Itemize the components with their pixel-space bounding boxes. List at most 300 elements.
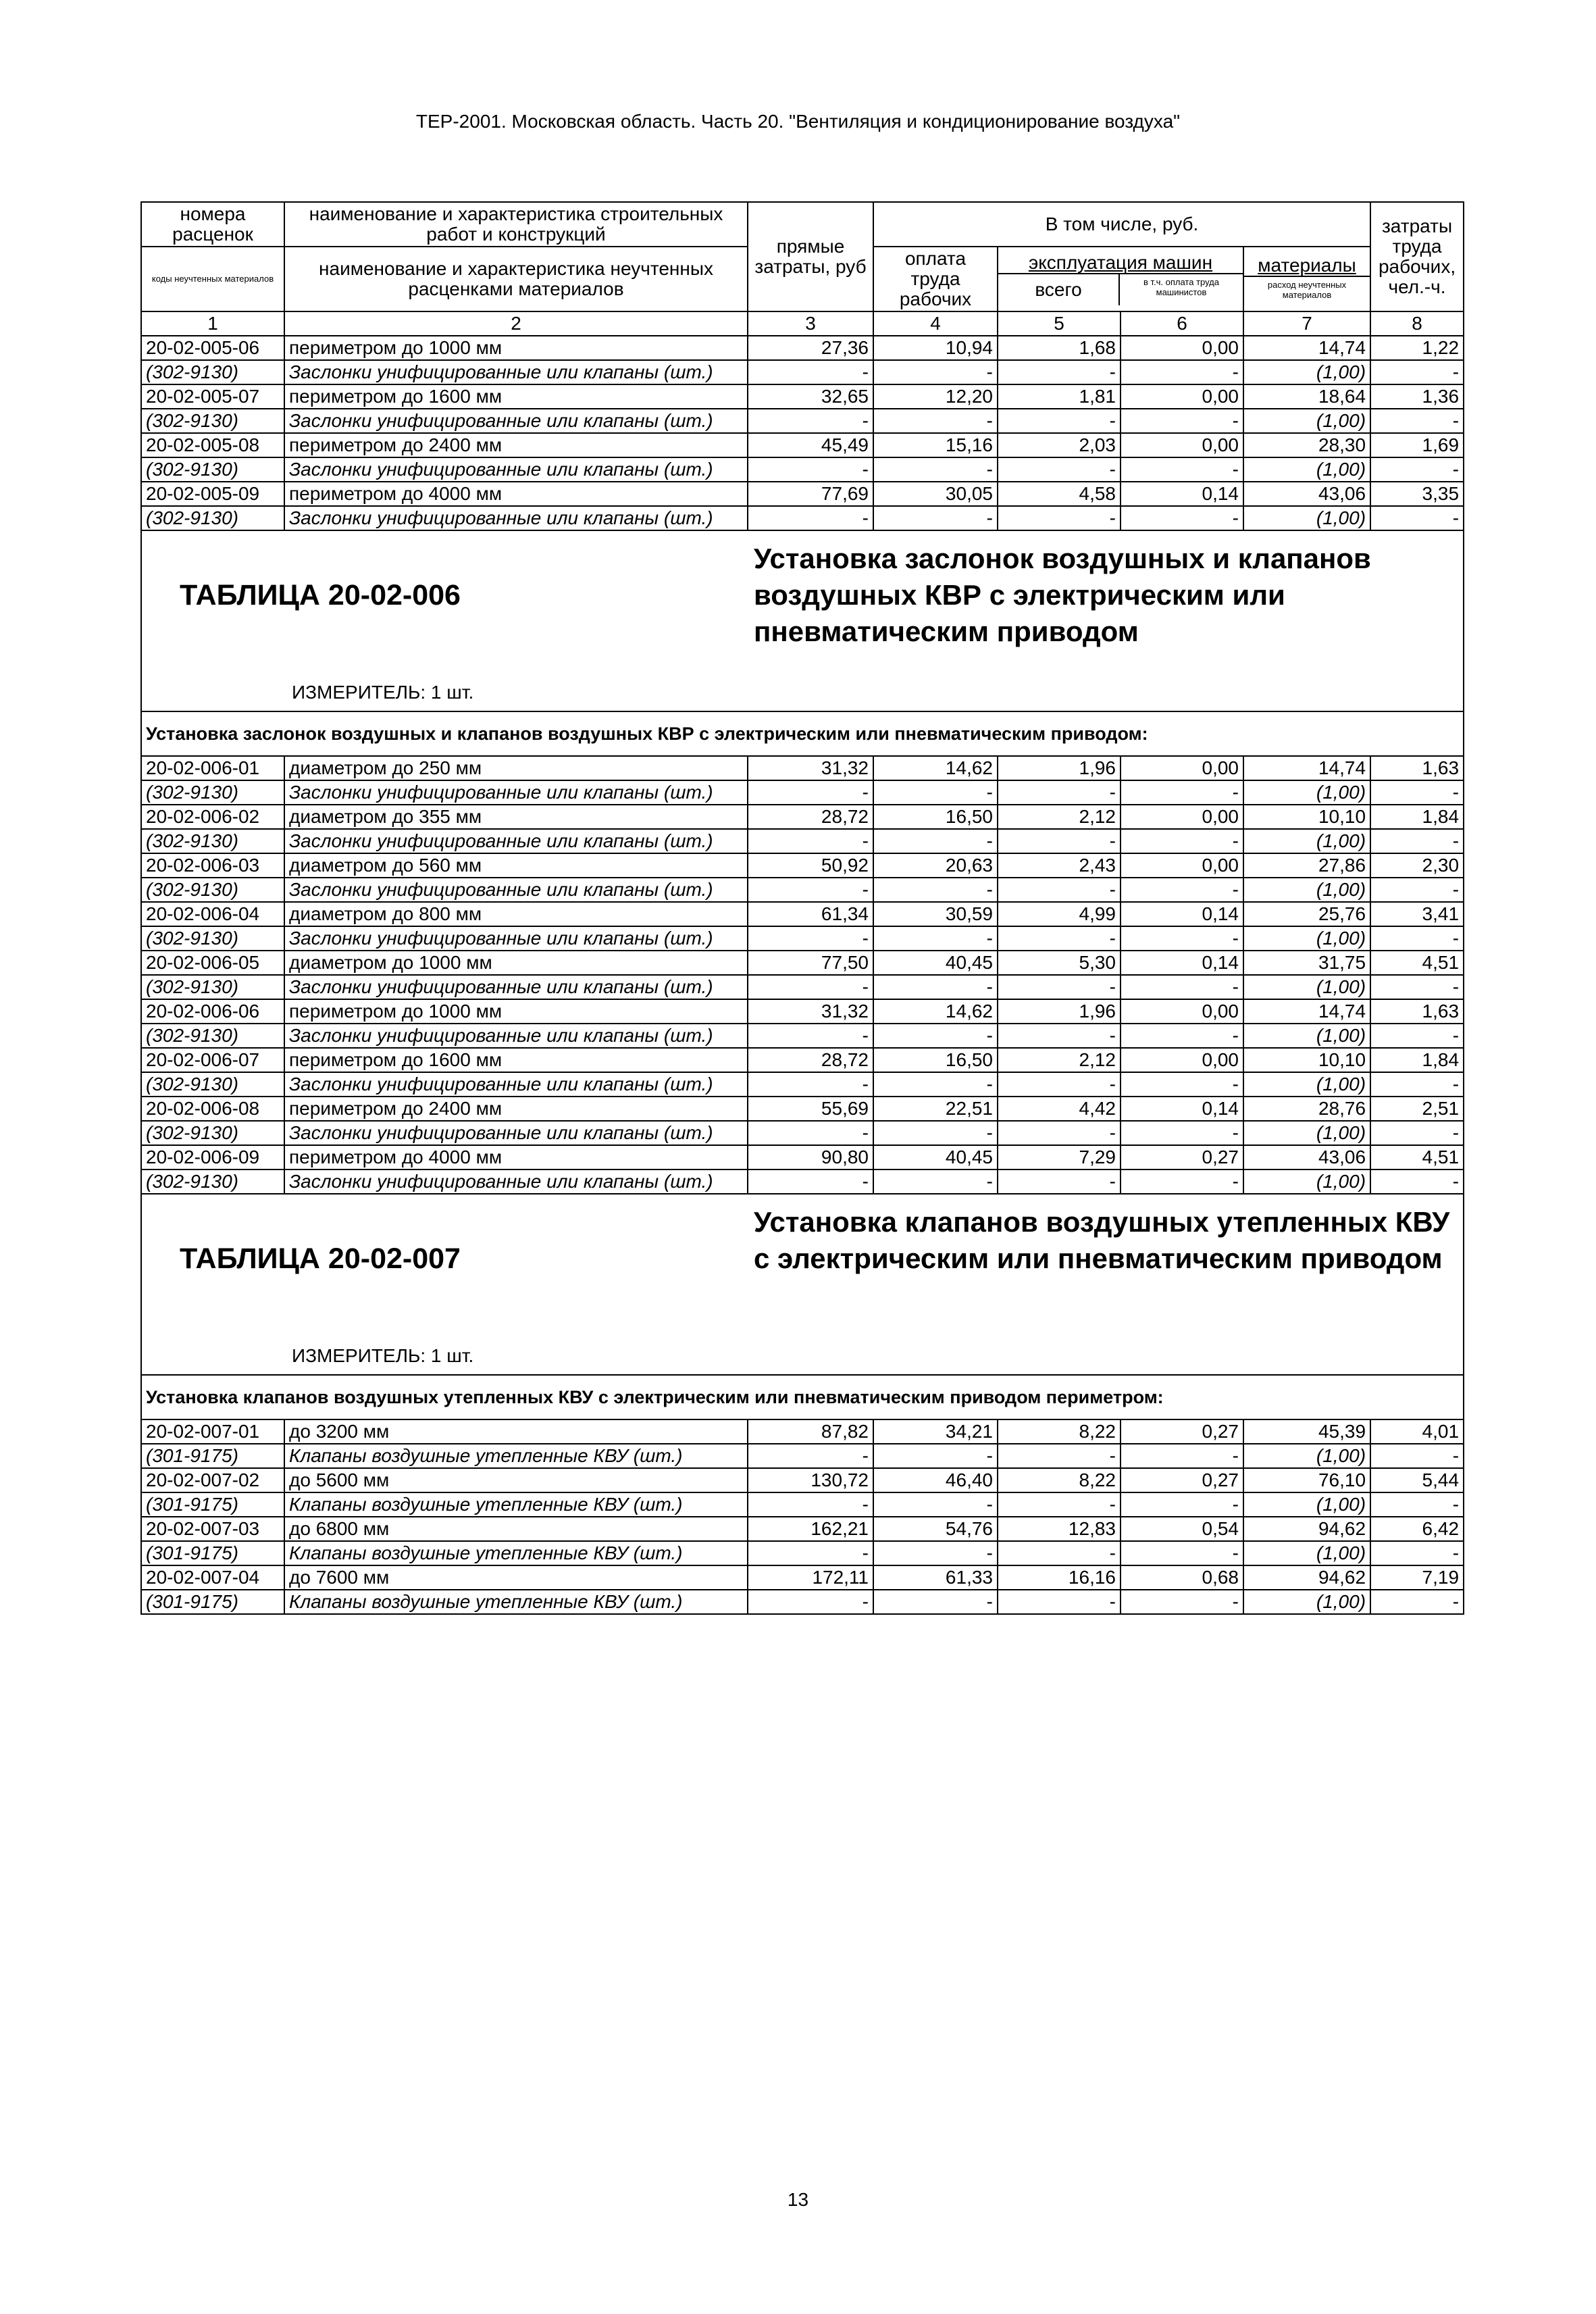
rate-value: 10,10 [1243, 1048, 1370, 1072]
rate-row [141, 1145, 1464, 1169]
dash-cell: - [1370, 1492, 1464, 1517]
rate-value: 22,51 [873, 1097, 998, 1121]
rate-value: 2,43 [998, 853, 1121, 878]
col-machines-header: эксплуатация машин [998, 253, 1243, 274]
rate-row [141, 1468, 1464, 1492]
dash-cell: - [748, 1024, 873, 1048]
dash-cell: - [998, 1169, 1121, 1194]
dash-cell: - [998, 1024, 1121, 1048]
dash-cell: - [998, 1590, 1121, 1614]
dash-cell: - [1121, 1444, 1243, 1468]
material-name: Заслонки унифицированные или клапаны (шт.) [284, 360, 748, 384]
material-code: (302-9130) [141, 1072, 284, 1097]
rate-row [141, 1565, 1464, 1590]
material-name: Заслонки унифицированные или клапаны (шт.) [284, 506, 748, 530]
rate-name: диаметром до 355 мм [284, 805, 748, 829]
rate-name: периметром до 4000 мм [284, 1145, 748, 1169]
rate-value: 172,11 [748, 1565, 873, 1590]
material-name: Заслонки унифицированные или клапаны (шт.) [284, 1072, 748, 1097]
material-code: (302-9130) [141, 1169, 284, 1194]
material-row [141, 878, 1464, 902]
rate-value: 4,58 [998, 482, 1121, 506]
material-code: (301-9175) [141, 1590, 284, 1614]
dash-cell: - [748, 926, 873, 951]
dash-cell: - [1121, 780, 1243, 805]
col-code-header: номера расценок [141, 202, 284, 247]
material-qty: (1,00) [1243, 1492, 1370, 1517]
material-name: Клапаны воздушные утепленные КВУ (шт.) [284, 1444, 748, 1468]
dash-cell: - [998, 975, 1121, 999]
material-code: (301-9175) [141, 1492, 284, 1517]
table-description-row [141, 711, 1464, 756]
rate-name: до 5600 мм [284, 1468, 748, 1492]
material-code: (302-9130) [141, 1024, 284, 1048]
rate-value: 14,74 [1243, 756, 1370, 780]
rate-value: 162,21 [748, 1517, 873, 1541]
material-name: Заслонки унифицированные или клапаны (шт.) [284, 1121, 748, 1145]
rate-value: 0,14 [1121, 902, 1243, 926]
rate-name: периметром до 1600 мм [284, 1048, 748, 1072]
dash-cell: - [748, 1121, 873, 1145]
dash-cell: - [998, 1492, 1121, 1517]
material-code: (302-9130) [141, 457, 284, 482]
dash-cell: - [1121, 1492, 1243, 1517]
table-description: Установка клапанов воздушных утепленных КВУ с электрическим или пневматическим приводом периметром: [141, 1375, 1464, 1419]
dash-cell: - [873, 409, 998, 433]
table-measure: ИЗМЕРИТЕЛЬ: 1 шт. [292, 682, 474, 703]
rate-value: 30,59 [873, 902, 998, 926]
rate-code: 20-02-006-08 [141, 1097, 284, 1121]
rate-value: 5,44 [1370, 1468, 1464, 1492]
rate-value: 0,00 [1121, 756, 1243, 780]
rate-value: 0,00 [1121, 853, 1243, 878]
dash-cell: - [748, 1169, 873, 1194]
rate-value: 28,30 [1243, 433, 1370, 457]
material-code: (302-9130) [141, 409, 284, 433]
dash-cell: - [1121, 878, 1243, 902]
dash-cell: - [873, 1024, 998, 1048]
dash-cell: - [748, 1492, 873, 1517]
material-qty: (1,00) [1243, 780, 1370, 805]
page-number: 13 [787, 2189, 809, 2210]
dash-cell: - [1121, 1590, 1243, 1614]
rate-value: 3,41 [1370, 902, 1464, 926]
rate-value: 2,51 [1370, 1097, 1464, 1121]
rate-value: 16,50 [873, 1048, 998, 1072]
rate-value: 130,72 [748, 1468, 873, 1492]
rate-value: 1,84 [1370, 1048, 1464, 1072]
col-direct-header: прямые затраты, руб [748, 202, 873, 311]
table-title: Установка заслонок воздушных и клапанов воздушных КВР с электрическим или пневматическим приводом [754, 543, 1371, 647]
rate-code: 20-02-005-09 [141, 482, 284, 506]
rate-value: 16,16 [998, 1565, 1121, 1590]
dash-cell: - [1370, 1121, 1464, 1145]
material-row [141, 1169, 1464, 1194]
rate-row [141, 384, 1464, 409]
rate-value: 4,01 [1370, 1419, 1464, 1444]
rate-value: 4,51 [1370, 1145, 1464, 1169]
rate-row [141, 756, 1464, 780]
rate-value: 14,74 [1243, 336, 1370, 360]
rate-value: 55,69 [748, 1097, 873, 1121]
rate-value: 7,19 [1370, 1565, 1464, 1590]
rate-value: 4,42 [998, 1097, 1121, 1121]
col-incl-header: В том числе, руб. [873, 202, 1370, 247]
rate-value: 50,92 [748, 853, 873, 878]
material-qty: (1,00) [1243, 1024, 1370, 1048]
dash-cell: - [998, 780, 1121, 805]
rate-value: 30,05 [873, 482, 998, 506]
rate-name: диаметром до 250 мм [284, 756, 748, 780]
column-number: 1 [141, 311, 284, 336]
rate-row [141, 1097, 1464, 1121]
material-qty: (1,00) [1243, 506, 1370, 530]
dash-cell: - [748, 975, 873, 999]
rate-value: 1,96 [998, 756, 1121, 780]
rate-value: 0,14 [1121, 951, 1243, 975]
dash-cell: - [748, 506, 873, 530]
rate-value: 2,12 [998, 1048, 1121, 1072]
rate-code: 20-02-007-02 [141, 1468, 284, 1492]
material-code: (302-9130) [141, 360, 284, 384]
rate-name: диаметром до 800 мм [284, 902, 748, 926]
rate-value: 31,32 [748, 999, 873, 1024]
dash-cell: - [1121, 457, 1243, 482]
rate-name: периметром до 4000 мм [284, 482, 748, 506]
dash-cell: - [1370, 360, 1464, 384]
rate-value: 77,69 [748, 482, 873, 506]
rate-value: 2,03 [998, 433, 1121, 457]
rate-code: 20-02-007-04 [141, 1565, 284, 1590]
rate-value: 1,96 [998, 999, 1121, 1024]
dash-cell: - [1370, 926, 1464, 951]
rate-value: 15,16 [873, 433, 998, 457]
dash-cell: - [998, 926, 1121, 951]
material-row [141, 1072, 1464, 1097]
rate-value: 31,32 [748, 756, 873, 780]
rate-row [141, 336, 1464, 360]
dash-cell: - [1121, 1072, 1243, 1097]
col-code-sub: коды неучтенных материалов [141, 247, 284, 311]
col-materials-sub: расход неучтенных материалов [1267, 280, 1347, 300]
rate-code: 20-02-006-07 [141, 1048, 284, 1072]
rate-value: 5,30 [998, 951, 1121, 975]
rate-value: 27,36 [748, 336, 873, 360]
rate-value: 0,27 [1121, 1468, 1243, 1492]
rate-value: 1,69 [1370, 433, 1464, 457]
material-qty: (1,00) [1243, 360, 1370, 384]
rate-code: 20-02-005-07 [141, 384, 284, 409]
material-qty: (1,00) [1243, 926, 1370, 951]
dash-cell: - [1370, 975, 1464, 999]
dash-cell: - [1121, 360, 1243, 384]
column-number: 4 [873, 311, 998, 336]
dash-cell: - [1370, 457, 1464, 482]
material-row [141, 1492, 1464, 1517]
rate-value: 40,45 [873, 1145, 998, 1169]
material-row [141, 1541, 1464, 1565]
dash-cell: - [1121, 1024, 1243, 1048]
dash-cell: - [998, 506, 1121, 530]
table-name: ТАБЛИЦА 20-02-007 [180, 1242, 461, 1275]
rate-code: 20-02-006-01 [141, 756, 284, 780]
material-row [141, 975, 1464, 999]
rate-value: 77,50 [748, 951, 873, 975]
rate-value: 8,22 [998, 1468, 1121, 1492]
rate-value: 28,72 [748, 805, 873, 829]
table-name: ТАБЛИЦА 20-02-006 [180, 579, 461, 611]
dash-cell: - [998, 1121, 1121, 1145]
rate-name: до 7600 мм [284, 1565, 748, 1590]
dash-cell: - [748, 1444, 873, 1468]
dash-cell: - [748, 457, 873, 482]
dash-cell: - [1121, 506, 1243, 530]
col-name-sub: наименование и характеристика неучтенных расценками материалов [284, 247, 748, 311]
dash-cell: - [1370, 1590, 1464, 1614]
rate-value: 87,82 [748, 1419, 873, 1444]
dash-cell: - [873, 457, 998, 482]
material-row [141, 1444, 1464, 1468]
dash-cell: - [873, 360, 998, 384]
table-header [141, 530, 1464, 711]
rate-code: 20-02-006-03 [141, 853, 284, 878]
material-qty: (1,00) [1243, 1444, 1370, 1468]
rate-value: 0,00 [1121, 999, 1243, 1024]
material-qty: (1,00) [1243, 1072, 1370, 1097]
rate-value: 0,00 [1121, 384, 1243, 409]
material-qty: (1,00) [1243, 829, 1370, 853]
rate-value: 61,33 [873, 1565, 998, 1590]
column-number: 5 [998, 311, 1121, 336]
table-title: Установка клапанов воздушных утепленных КВУ с электрическим или пневматическим приводом [754, 1206, 1450, 1274]
material-name: Заслонки унифицированные или клапаны (шт.) [284, 457, 748, 482]
rate-value: 0,14 [1121, 482, 1243, 506]
rate-value: 1,68 [998, 336, 1121, 360]
dash-cell: - [1370, 409, 1464, 433]
rate-code: 20-02-007-03 [141, 1517, 284, 1541]
rate-value: 1,81 [998, 384, 1121, 409]
rate-code: 20-02-007-01 [141, 1419, 284, 1444]
column-number: 3 [748, 311, 873, 336]
column-number: 6 [1121, 311, 1243, 336]
dash-cell: - [1370, 780, 1464, 805]
dash-cell: - [1370, 829, 1464, 853]
rate-value: 28,76 [1243, 1097, 1370, 1121]
rate-value: 0,00 [1121, 336, 1243, 360]
rate-name: периметром до 1000 мм [284, 999, 748, 1024]
rate-value: 0,00 [1121, 805, 1243, 829]
material-code: (302-9130) [141, 829, 284, 853]
table-header [141, 1194, 1464, 1375]
dash-cell: - [748, 1541, 873, 1565]
dash-cell: - [748, 878, 873, 902]
rate-row [141, 1048, 1464, 1072]
rate-value: 94,62 [1243, 1517, 1370, 1541]
rate-value: 10,10 [1243, 805, 1370, 829]
dash-cell: - [1370, 1541, 1464, 1565]
material-name: Заслонки унифицированные или клапаны (шт.) [284, 409, 748, 433]
rate-value: 32,65 [748, 384, 873, 409]
rate-value: 6,42 [1370, 1517, 1464, 1541]
dash-cell: - [1121, 975, 1243, 999]
dash-cell: - [873, 506, 998, 530]
dash-cell: - [873, 926, 998, 951]
dash-cell: - [1121, 829, 1243, 853]
rate-name: до 3200 мм [284, 1419, 748, 1444]
material-row [141, 360, 1464, 384]
material-code: (302-9130) [141, 1121, 284, 1145]
rate-value: 20,63 [873, 853, 998, 878]
dash-cell: - [998, 1444, 1121, 1468]
rate-value: 43,06 [1243, 482, 1370, 506]
material-name: Заслонки унифицированные или клапаны (шт.) [284, 780, 748, 805]
col-machines-wages: в т.ч. оплата труда машинистов [1143, 277, 1219, 297]
material-qty: (1,00) [1243, 975, 1370, 999]
rate-value: 1,84 [1370, 805, 1464, 829]
table-description: Установка заслонок воздушных и клапанов воздушных КВР с электрическим или пневматическим приводом: [141, 711, 1464, 756]
material-row [141, 829, 1464, 853]
rate-name: периметром до 2400 мм [284, 1097, 748, 1121]
dash-cell: - [998, 1541, 1121, 1565]
rate-row [141, 951, 1464, 975]
material-row [141, 409, 1464, 433]
rate-value: 46,40 [873, 1468, 998, 1492]
rate-value: 54,76 [873, 1517, 998, 1541]
material-name: Клапаны воздушные утепленные КВУ (шт.) [284, 1590, 748, 1614]
dash-cell: - [873, 1541, 998, 1565]
material-row [141, 457, 1464, 482]
rate-value: 34,21 [873, 1419, 998, 1444]
table-header-row [141, 530, 1464, 711]
dash-cell: - [1370, 878, 1464, 902]
material-code: (301-9175) [141, 1444, 284, 1468]
material-row [141, 1024, 1464, 1048]
dash-cell: - [873, 1444, 998, 1468]
rate-value: 12,20 [873, 384, 998, 409]
rate-value: 0,00 [1121, 1048, 1243, 1072]
rate-name: диаметром до 560 мм [284, 853, 748, 878]
dash-cell: - [748, 360, 873, 384]
rate-value: 45,49 [748, 433, 873, 457]
rate-value: 4,51 [1370, 951, 1464, 975]
rate-name: периметром до 1600 мм [284, 384, 748, 409]
rate-row [141, 433, 1464, 457]
rate-value: 0,68 [1121, 1565, 1243, 1590]
dash-cell: - [873, 829, 998, 853]
dash-cell: - [998, 360, 1121, 384]
rate-value: 8,22 [998, 1419, 1121, 1444]
rate-code: 20-02-005-08 [141, 433, 284, 457]
rate-value: 7,29 [998, 1145, 1121, 1169]
rate-value: 2,12 [998, 805, 1121, 829]
dash-cell: - [748, 1072, 873, 1097]
rate-row [141, 902, 1464, 926]
dash-cell: - [748, 829, 873, 853]
rate-row [141, 805, 1464, 829]
dash-cell: - [1121, 1541, 1243, 1565]
col-wages-header: оплата труда рабочих [873, 247, 998, 311]
rate-code: 20-02-005-06 [141, 336, 284, 360]
rate-value: 94,62 [1243, 1565, 1370, 1590]
rate-value: 76,10 [1243, 1468, 1370, 1492]
material-name: Заслонки унифицированные или клапаны (шт.) [284, 829, 748, 853]
material-code: (302-9130) [141, 878, 284, 902]
dash-cell: - [873, 878, 998, 902]
col-machines-total: всего [998, 274, 1120, 305]
material-name: Заслонки унифицированные или клапаны (шт.) [284, 1024, 748, 1048]
rate-value: 0,27 [1121, 1145, 1243, 1169]
col-labor-header: затраты труда рабочих, чел.-ч. [1370, 202, 1464, 311]
dash-cell: - [873, 1072, 998, 1097]
material-code: (301-9175) [141, 1541, 284, 1565]
table-description-row [141, 1375, 1464, 1419]
dash-cell: - [1370, 1024, 1464, 1048]
rate-row [141, 1517, 1464, 1541]
material-qty: (1,00) [1243, 878, 1370, 902]
material-code: (302-9130) [141, 926, 284, 951]
column-number: 2 [284, 311, 748, 336]
material-name: Заслонки унифицированные или клапаны (шт.) [284, 1169, 748, 1194]
rates-table [140, 201, 1464, 1615]
rate-value: 61,34 [748, 902, 873, 926]
dash-cell: - [998, 409, 1121, 433]
rate-value: 31,75 [1243, 951, 1370, 975]
rate-value: 28,72 [748, 1048, 873, 1072]
table-measure: ИЗМЕРИТЕЛЬ: 1 шт. [292, 1345, 474, 1366]
material-qty: (1,00) [1243, 1541, 1370, 1565]
rate-code: 20-02-006-09 [141, 1145, 284, 1169]
dash-cell: - [873, 780, 998, 805]
dash-cell: - [873, 1169, 998, 1194]
dash-cell: - [1370, 1169, 1464, 1194]
material-qty: (1,00) [1243, 457, 1370, 482]
dash-cell: - [1370, 1072, 1464, 1097]
dash-cell: - [1121, 409, 1243, 433]
dash-cell: - [748, 780, 873, 805]
material-row [141, 1121, 1464, 1145]
rate-code: 20-02-006-02 [141, 805, 284, 829]
material-code: (302-9130) [141, 780, 284, 805]
dash-cell: - [873, 1121, 998, 1145]
rate-value: 4,99 [998, 902, 1121, 926]
material-name: Заслонки унифицированные или клапаны (шт.) [284, 878, 748, 902]
dash-cell: - [998, 457, 1121, 482]
rate-value: 3,35 [1370, 482, 1464, 506]
material-name: Клапаны воздушные утепленные КВУ (шт.) [284, 1541, 748, 1565]
rate-value: 25,76 [1243, 902, 1370, 926]
rate-value: 14,74 [1243, 999, 1370, 1024]
dash-cell: - [1121, 1169, 1243, 1194]
rate-row [141, 853, 1464, 878]
rate-code: 20-02-006-05 [141, 951, 284, 975]
dash-cell: - [873, 975, 998, 999]
rate-value: 0,27 [1121, 1419, 1243, 1444]
column-numbers-row [141, 311, 1464, 336]
material-qty: (1,00) [1243, 1121, 1370, 1145]
material-row [141, 1590, 1464, 1614]
dash-cell: - [998, 878, 1121, 902]
material-qty: (1,00) [1243, 1169, 1370, 1194]
rate-name: диаметром до 1000 мм [284, 951, 748, 975]
table-header-wrap [146, 532, 1459, 709]
table-header-wrap [146, 1196, 1459, 1373]
material-qty: (1,00) [1243, 409, 1370, 433]
rate-value: 2,30 [1370, 853, 1464, 878]
rate-name: периметром до 1000 мм [284, 336, 748, 360]
rate-code: 20-02-006-04 [141, 902, 284, 926]
column-number: 8 [1370, 311, 1464, 336]
rate-value: 14,62 [873, 999, 998, 1024]
